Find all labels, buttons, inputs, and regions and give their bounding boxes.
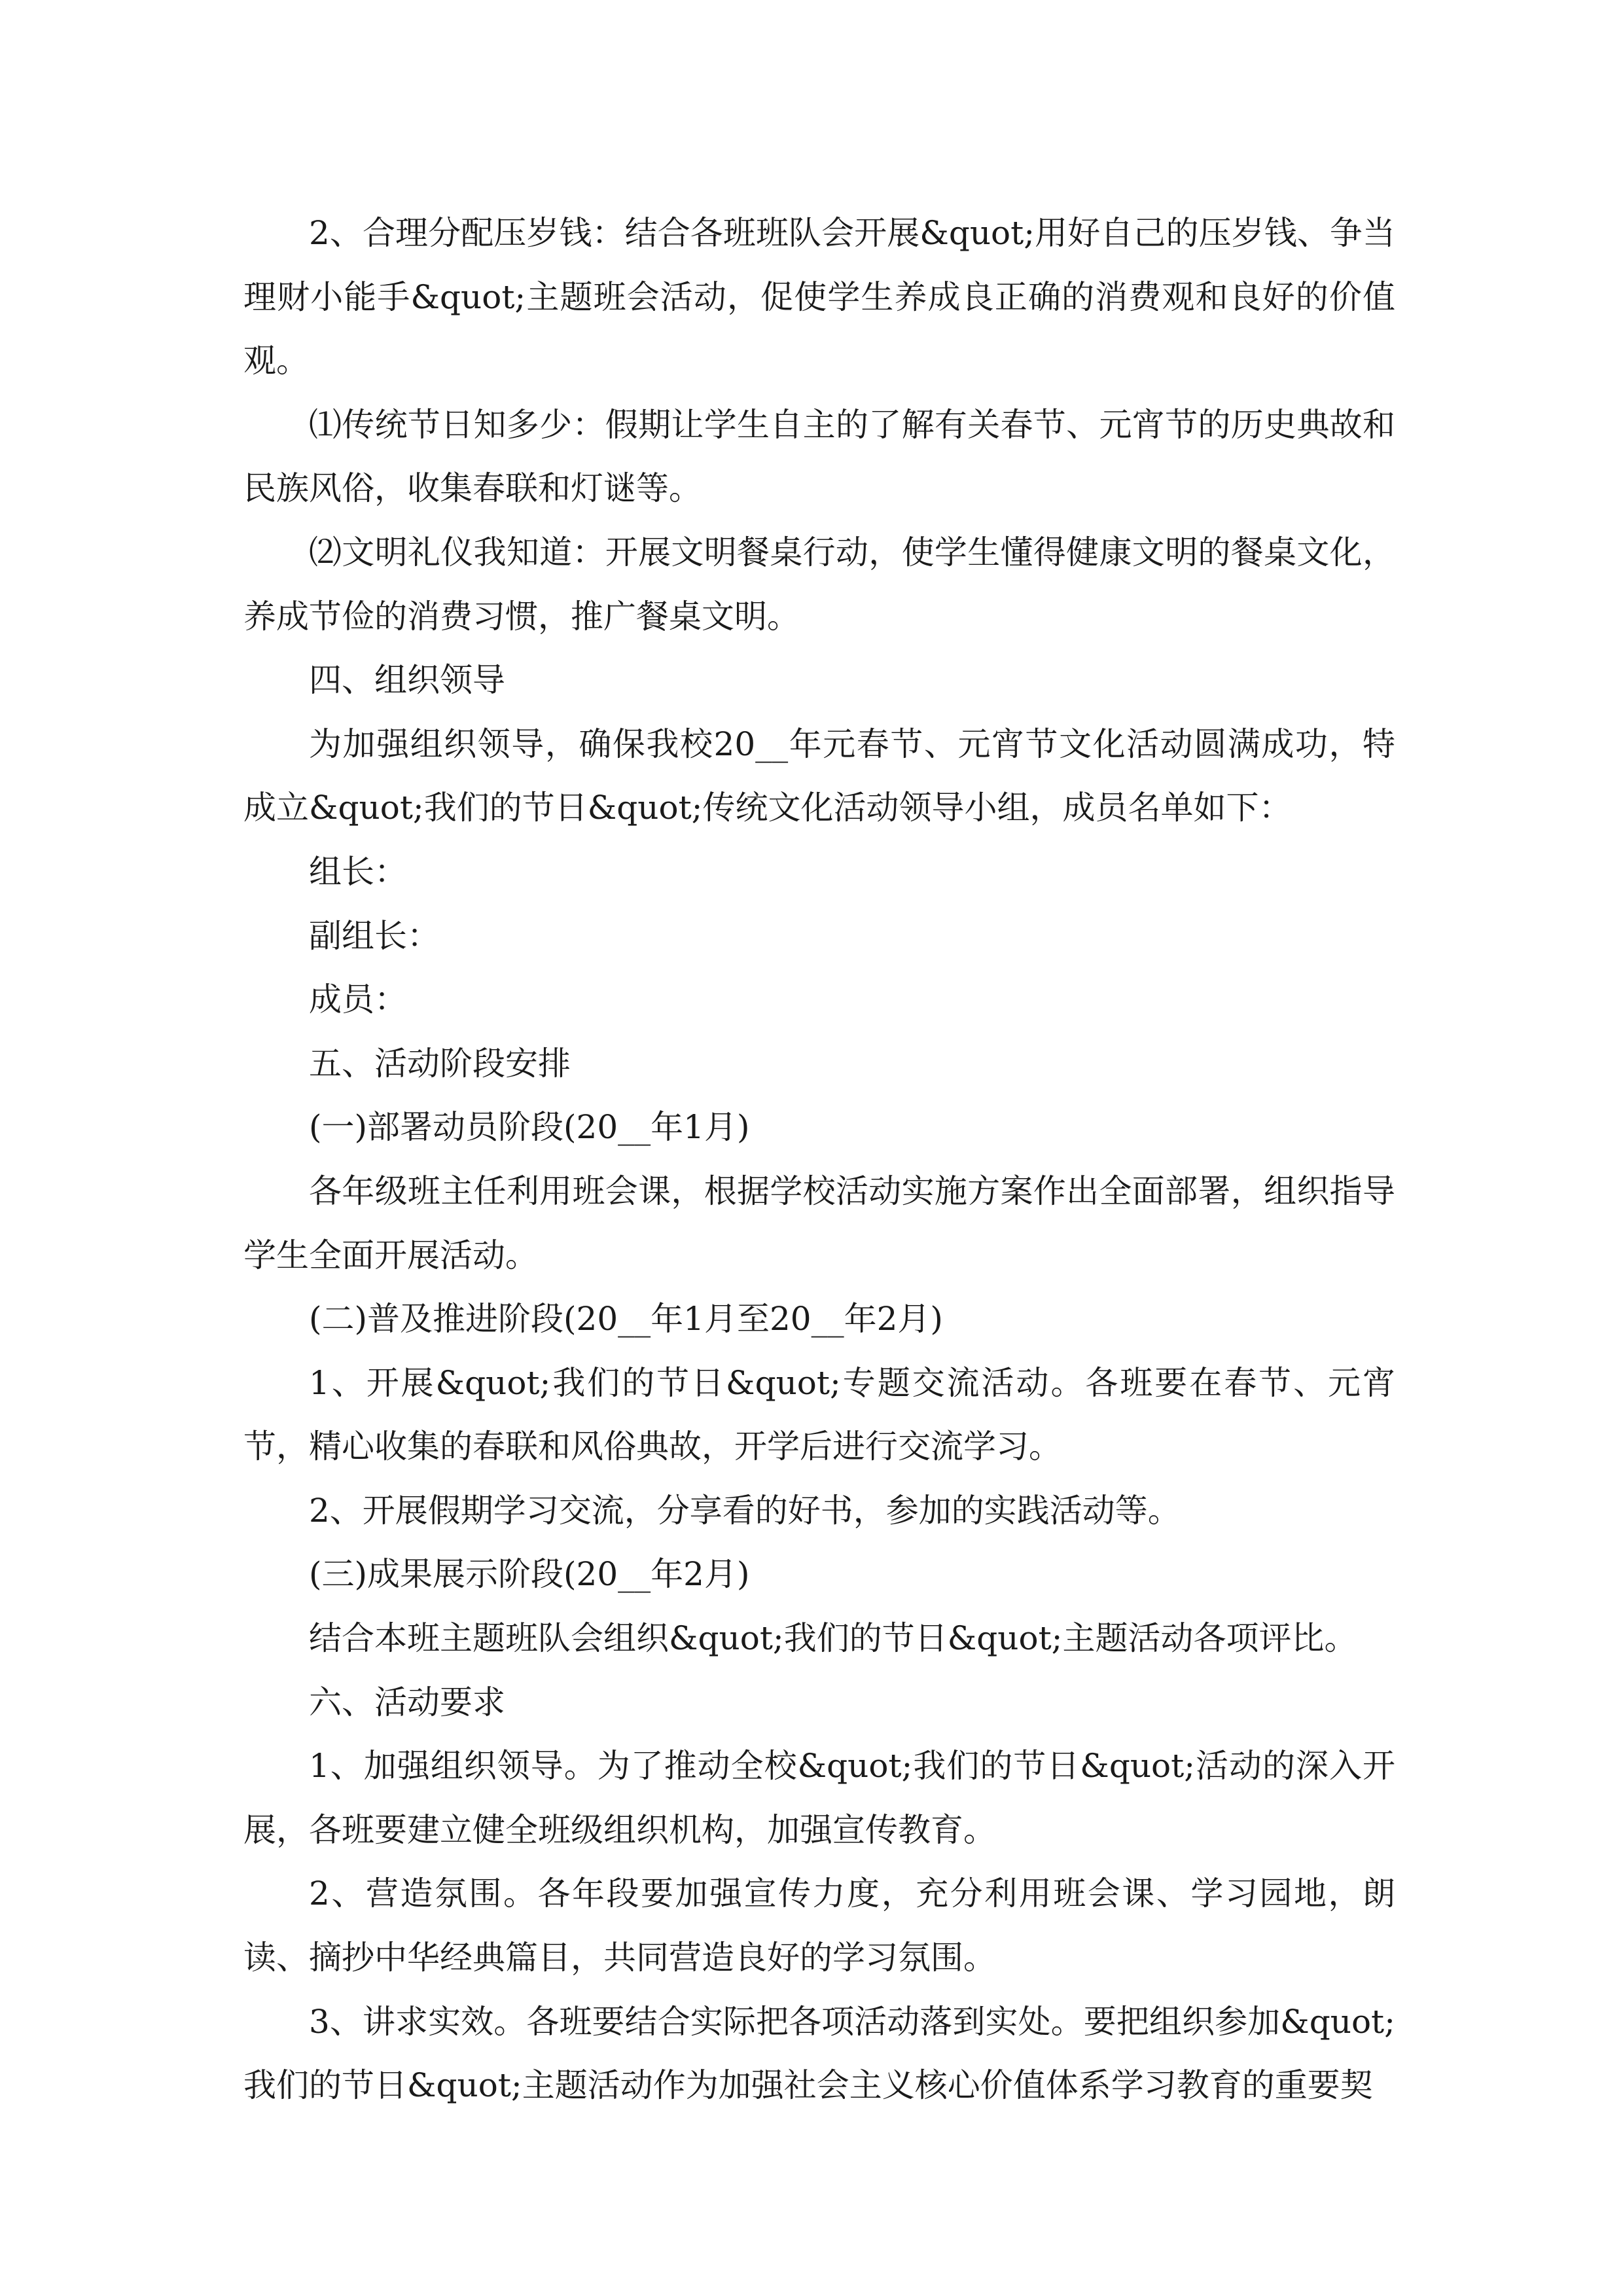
paragraph-stage-one: 各年级班主任利用班会课，根据学校活动实施方案作出全面部署，组织指导学生全面开展活动。: [243, 1172, 1395, 1274]
paragraph-requirement-two: 2、营造氛围。各年段要加强宣传力度，充分利用班会课、学习园地，朗读、摘抄中华经典篇目，共同营造良好的学习氛围。: [243, 1874, 1395, 1977]
paragraph-lucky-money: 2、合理分配压岁钱：结合各班班队会开展&quot;用好自己的压岁钱、争当理财小能手&quot;主题班会活动，促使学生养成良正确的消费观和良好的价值观。: [243, 214, 1395, 380]
document-body: [243, 202, 1395, 2118]
subheading-stage-three: (三)成果展示阶段(20__年2月): [309, 1555, 750, 1594]
paragraph-exchange-activity: 1、开展&quot;我们的节日&quot;专题交流活动。各班要在春节、元宵节，精心收集的春联和风俗典故，开学后进行交流学习。: [243, 1363, 1395, 1466]
paragraph-stage-three: 结合本班主题班队会组织&quot;我们的节日&quot;主题活动各项评比。: [309, 1619, 1357, 1658]
member-deputy-leader: 副组长：: [309, 916, 440, 955]
section-heading-requirements: 六、活动要求: [309, 1683, 505, 1721]
subheading-stage-two: (二)普及推进阶段(20__年1月至20__年2月): [309, 1300, 943, 1338]
paragraph-leadership-group: 为加强组织领导，确保我校20__年元春节、元宵节文化活动圆满成功，特成立&quot;我们的节日&quot;传统文化活动领导小组，成员名单如下：: [243, 725, 1395, 827]
subheading-stage-one: (一)部署动员阶段(20__年1月): [309, 1108, 750, 1147]
paragraph-requirement-three: 3、讲求实效。各班要结合实际把各项活动落到实处。要把组织参加&quot;我们的节日&quot;主题活动作为加强社会主义核心价值体系学习教育的重要契: [243, 2002, 1395, 2105]
paragraph-civilized-etiquette: ⑵文明礼仪我知道：开展文明餐桌行动，使学生懂得健康文明的餐桌文化，养成节俭的消费习惯，推广餐桌文明。: [243, 533, 1395, 636]
section-heading-organization: 四、组织领导: [309, 661, 505, 700]
paragraph-holiday-learning: 2、开展假期学习交流，分享看的好书，参加的实践活动等。: [309, 1491, 1181, 1530]
member-members: 成员：: [309, 980, 407, 1019]
section-heading-stages: 五、活动阶段安排: [309, 1044, 571, 1083]
member-leader: 组长：: [309, 852, 407, 891]
paragraph-requirement-one: 1、加强组织领导。为了推动全校&quot;我们的节日&quot;活动的深入开展，各班要建立健全班级组织机构，加强宣传教育。: [243, 1747, 1395, 1849]
paragraph-traditional-festivals: ⑴传统节日知多少：假期让学生自主的了解有关春节、元宵节的历史典故和民族风俗，收集春联和灯谜等。: [243, 405, 1395, 508]
